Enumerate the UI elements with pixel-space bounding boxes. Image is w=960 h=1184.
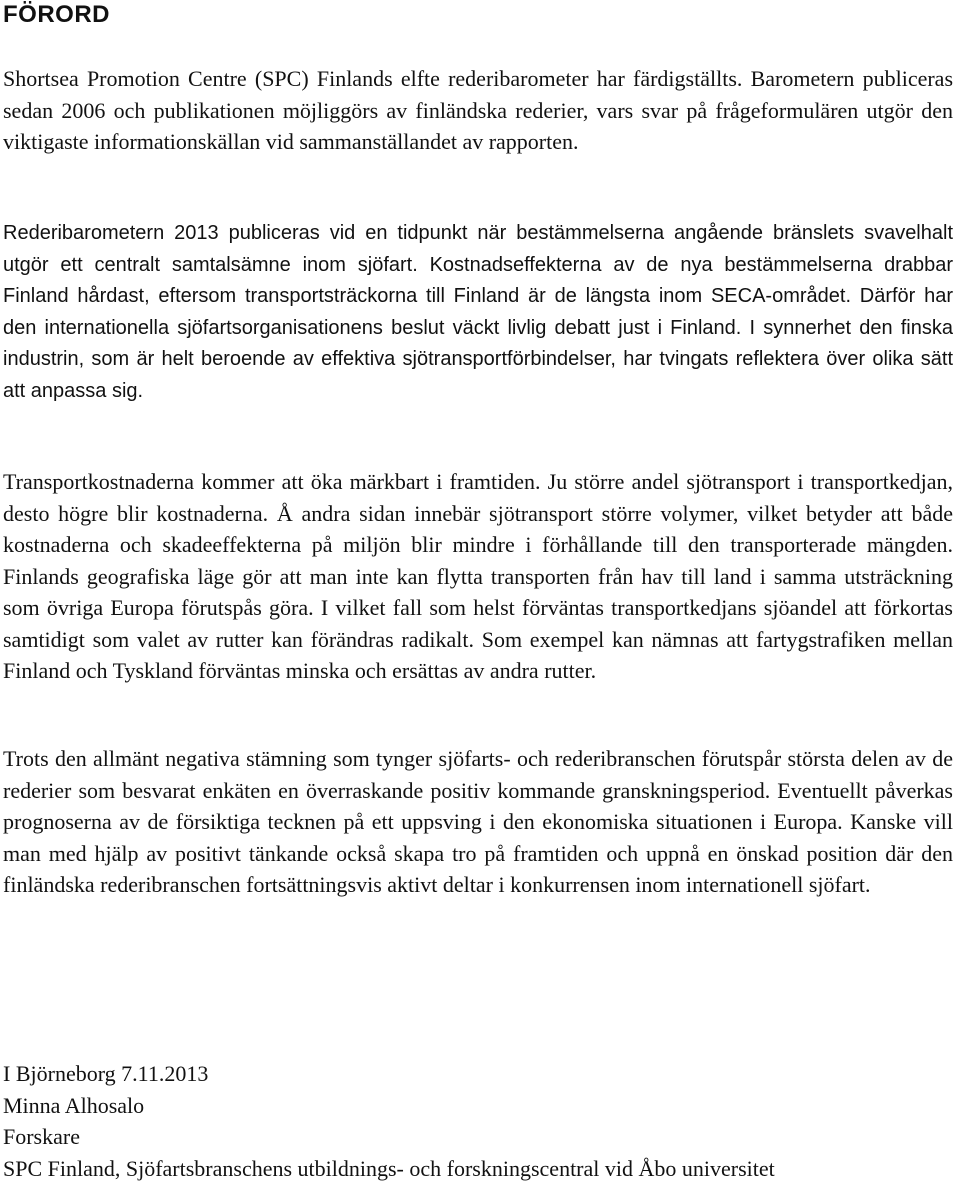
signature-block [3,1058,958,1184]
signature-name: Minna Alhosalo [3,1090,958,1122]
paragraph-introduction: Shortsea Promotion Centre (SPC) Finlands elfte rederibarometer har färdigställts. Barometern publiceras sedan 2006 och publikationen möjliggörs av finländska rederier, vars svar på frågeformulären utgör den viktigaste informationskällan vid sammanställandet av rapporten. [3,63,953,158]
signature-role: Forskare [3,1121,958,1153]
page-title: FÖRORD [3,0,110,30]
paragraph-transportkostnader: Transportkostnaderna kommer att öka märkbart i framtiden. Ju större andel sjötransport i transportkedjan, desto högre blir kostnaderna. Å andra sidan innebär sjötransport större volymer, vilket betyder att både kostnaderna och skadeeffekterna på miljön blir mindre i förhållande till den transporterade mängden. Finlands geografiska läge gör att man inte kan flytta transporten från hav till land i samma utsträckning som övriga Europa förutspås göra. I vilket fall som helst förväntas transportkedjans sjöandel att förkortas samtidigt som valet av rutter kan förändras radikalt. Som exempel kan nämnas att fartygstrafiken mellan Finland och Tyskland förväntas minska och ersättas av andra rutter. [3,466,953,687]
signature-organization: SPC Finland, Sjöfartsbranschens utbildnings- och forskningscentral vid Åbo universitet [3,1153,958,1184]
paragraph-trots-negativ-stamning: Trots den allmänt negativa stämning som tynger sjöfarts- och rederibranschen förutspår största delen av de rederier som besvarat enkäten en överraskande positiv kommande granskningsperiod. Eventuellt påverkas prognoserna av de försiktiga tecknen på ett uppsving i den ekonomiska situationen i Europa. Kanske vill man med hjälp av positivt tänkande också skapa tro på framtiden och uppnå en önskad position där den finländska rederibranschen fortsättningsvis aktivt deltar i konkurrensen inom internationell sjöfart. [3,743,953,901]
paragraph-rederibarometern-2013: Rederibarometern 2013 publiceras vid en tidpunkt när bestämmelserna angående bränslets svavelhalt utgör ett centralt samtalsämne inom sjöfart. Kostnadseffekterna av de nya bestämmelserna drabbar Finland hårdast, eftersom transportsträckorna till Finland är de längsta inom SECA-området. Därför har den internationella sjöfartsorganisationens beslut väckt livlig debatt just i Finland. I synnerhet den finska industrin, som är helt beroende av effektiva sjötransportförbindelser, har tvingats reflektera över olika sätt att anpassa sig. [3,218,953,407]
signature-place-date: I Björneborg 7.11.2013 [3,1058,958,1090]
